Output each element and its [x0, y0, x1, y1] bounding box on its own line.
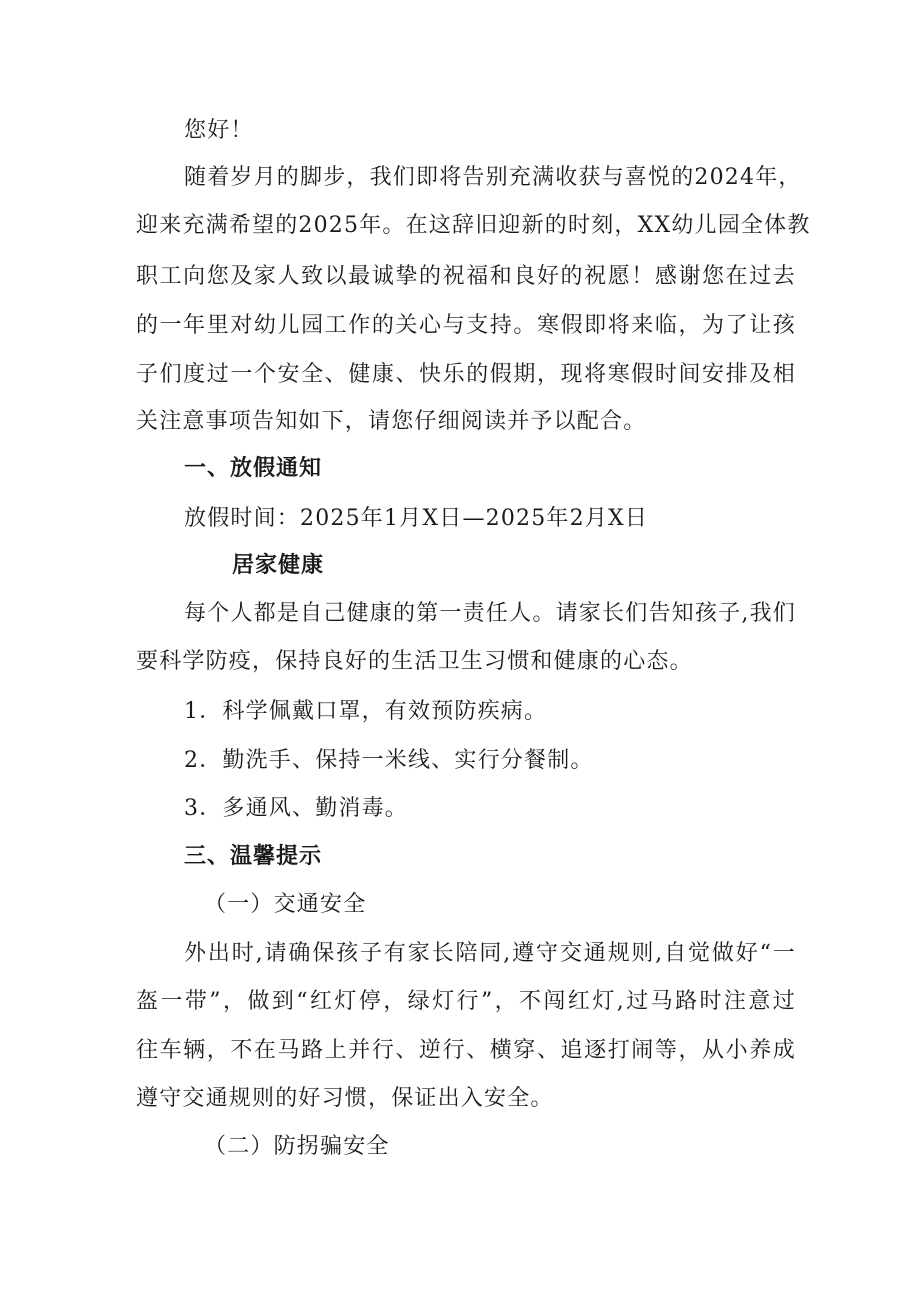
traffic-line-3: 往车辆，不在马路上并行、逆行、横穿、追逐打闹等，从小养成 [136, 1038, 796, 1063]
sub-heading-traffic: （一）交通安全 [204, 892, 367, 917]
greeting: 您好！ [184, 118, 254, 143]
sub-heading-anti-abduction: （二）防拐骗安全 [204, 1134, 390, 1159]
intro-line-2: 迎来充满希望的2025年。在这辞旧迎新的时刻，XX幼儿园全体教 [136, 213, 811, 238]
intro-line-6: 关注意事项告知如下，请您仔细阅读并予以配合。 [136, 409, 647, 434]
health-line-2: 要科学防疫，保持良好的生活卫生习惯和健康的心态。 [136, 649, 693, 674]
holiday-time: 放假时间：2025年1月X日—2025年2月X日 [184, 506, 649, 531]
health-item-1: 1．科学佩戴口罩，有效预防疾病。 [184, 699, 548, 724]
health-item-2: 2．勤洗手、保持一米线、实行分餐制。 [184, 748, 594, 773]
intro-line-4: 的一年里对幼儿园工作的关心与支持。寒假即将来临，为了让孩 [136, 313, 796, 338]
intro-line-1: 随着岁月的脚步，我们即将告别充满收获与喜悦的2024年， [184, 165, 802, 190]
intro-line-3: 职工向您及家人致以最诚挚的祝福和良好的祝愿！感谢您在过去 [136, 264, 796, 289]
section-heading-holiday: 一、放假通知 [184, 456, 323, 481]
traffic-line-2: 盔一带”，做到“红灯停，绿灯行”，不闯红灯,过马路时注意过 [136, 989, 796, 1014]
health-line-1: 每个人都是自己健康的第一责任人。请家长们告知孩子,我们 [184, 601, 796, 626]
section-heading-health: 居家健康 [232, 553, 325, 578]
traffic-line-4: 遵守交通规则的好习惯，保证出入安全。 [136, 1086, 554, 1111]
health-item-3: 3．多通风、勤消毒。 [184, 796, 408, 821]
traffic-line-1: 外出时,请确保孩子有家长陪同,遵守交通规则,自觉做好“一 [184, 941, 796, 966]
section-heading-tips: 三、温馨提示 [184, 844, 323, 869]
intro-line-5: 子们度过一个安全、健康、快乐的假期，现将寒假时间安排及相 [136, 362, 796, 387]
